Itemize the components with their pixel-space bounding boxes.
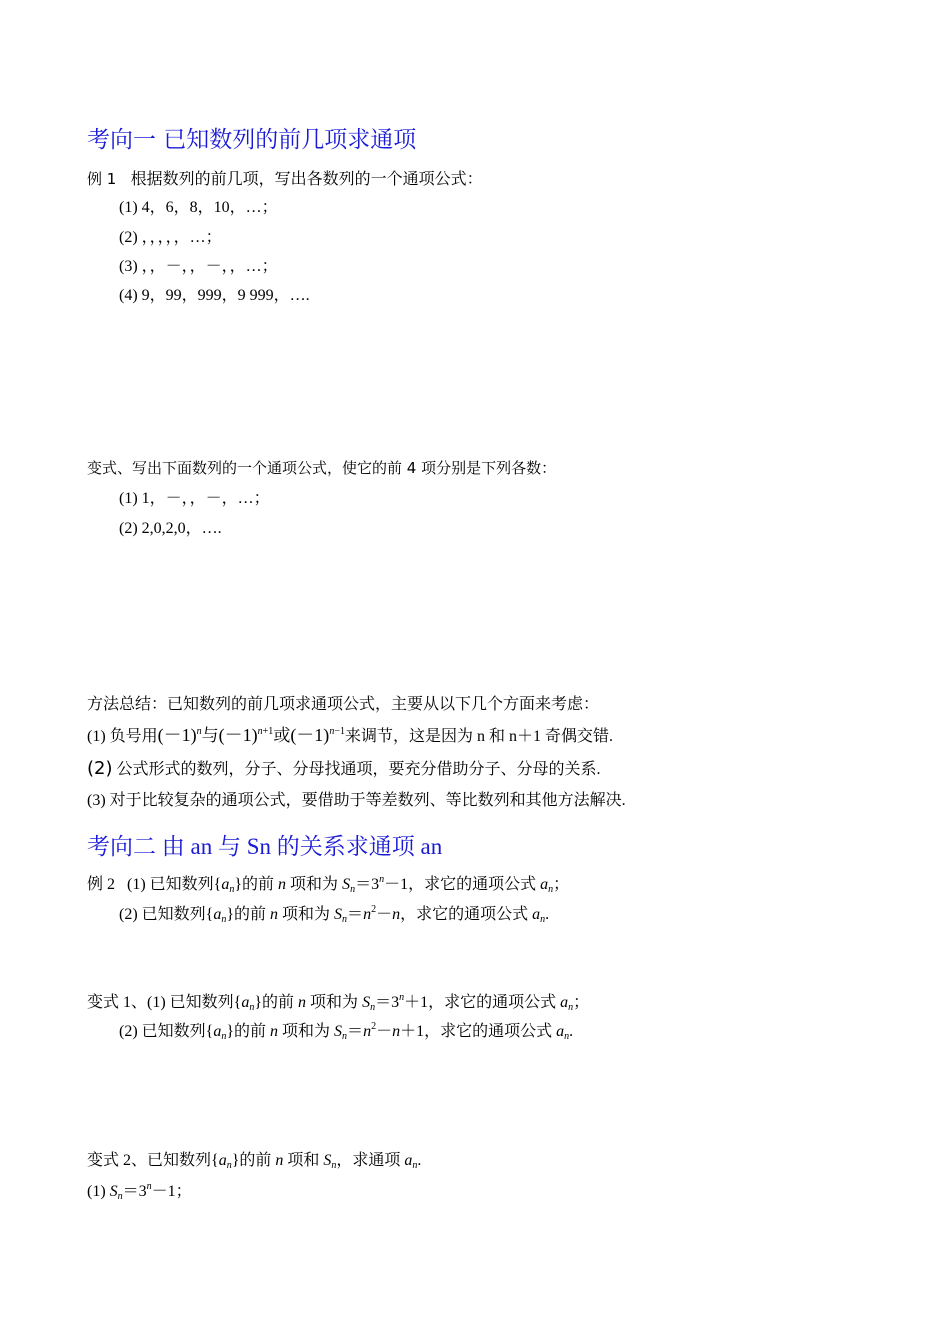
example-1-item-4: (4) 9，99，999，9 999，…. [119, 287, 310, 304]
example-1-item-3: (3) ，，－，，－，，…； [119, 258, 278, 275]
section-heading-2: 考向二 由 an 与 Sn 的关系求通项 an [87, 834, 443, 859]
variant-1-item-2: (2) 已知数列$\{a_n\}$的前 n 项和为 $S_n=n^2-n+1$，求它的通项公式 $a_n$. [119, 1021, 574, 1042]
variant-2-item-1: (1) $S_n=3^n-1$； [87, 1181, 192, 1202]
variant-1-item-1: 变式 1、(1) 已知数列$\{a_n\}$的前 n 项和为 $S_n=3^n+1$，求它的通项公式 $a_n$； [87, 992, 590, 1013]
sign-formula: $(-1)^n$与$(-1)^{n+1}$或$(-1)^{n-1}$ [157, 725, 345, 746]
variant-item-2: (2) 2,0,2,0，…. [119, 520, 222, 537]
variant-2-prompt: 变式 2、已知数列$\{a_n\}$的前 n 项和 $S_n$，求通项 $a_n$. [87, 1152, 422, 1171]
section-heading-1: 考向一 已知数列的前几项求通项 [87, 127, 417, 153]
variant-prompt: 变式、写出下面数列的一个通项公式，使它的前 4 项分别是下列各数： [87, 459, 557, 477]
variant-item-1: (1) 1，－，，－，…； [119, 490, 270, 507]
method-summary-line-3: (3) 对于比较复杂的通项公式，要借助于等差数列、等比数列和其他方法解决. [87, 792, 626, 809]
example-1-item-2: (2) ，，，，，…； [119, 229, 222, 246]
example-2-item-2: (2) 已知数列$\{a_n\}$的前 n 项和为 $S_n=n^2-n$，求它的通项公式 $a_n$. [119, 904, 550, 925]
method-summary-line-1: (1) 负号用$(-1)^n$与$(-1)^{n+1}$或$(-1)^{n-1}$来调节，这是因为 n 和 n＋1 奇偶交错. [87, 725, 613, 746]
example-1-prompt: 例 1 根据数列的前几项，写出各数列的一个通项公式： [87, 170, 483, 188]
method-summary-title: 方法总结：已知数列的前几项求通项公式，主要从以下几个方面来考虑： [87, 696, 600, 713]
method-summary-line-2: (2) 公式形式的数列，分子、分母找通项，要充分借助分子、分母的关系. [87, 758, 601, 779]
example-1-item-1: (1) 4，6，8，10，…； [119, 199, 278, 216]
example-2-item-1: 例 2 (1) 已知数列$\{a_n\}$的前 n 项和为 $S_n=3^n-1$，求它的通项公式 $a_n$； [87, 874, 570, 895]
